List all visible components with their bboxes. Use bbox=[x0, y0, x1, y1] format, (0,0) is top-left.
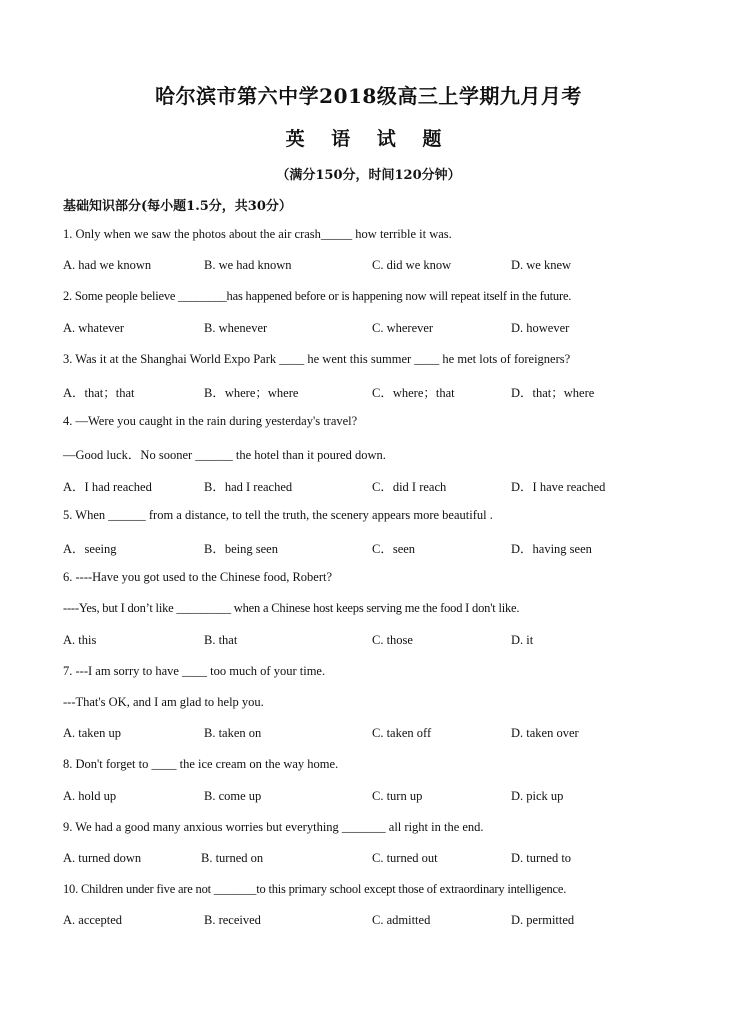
question-10-option-a: A. accepted bbox=[63, 913, 122, 927]
question-3-stem: 3. Was it at the Shanghai World Expo Park ____ he went this summer ____ he met lots of foreigners? bbox=[63, 352, 571, 366]
question-6-stem: 6. ----Have you got used to the Chinese food, Robert? bbox=[63, 570, 333, 584]
question-9-option-a: A. turned down bbox=[63, 851, 142, 865]
question-2-stem: 2. Some people believe ________has happened before or is happening now will repeat itself in the future. bbox=[63, 289, 572, 303]
question-2-option-d: D. however bbox=[511, 321, 570, 335]
question-10-option-d: D. permitted bbox=[511, 913, 575, 927]
question-1-option-c: C. did we know bbox=[372, 258, 452, 272]
question-3-option-a: A．that；that bbox=[63, 386, 135, 400]
question-6-stem-line-2: ----Yes, but I don’t like _________ when a Chinese host keeps serving me the food I don't like. bbox=[63, 601, 520, 615]
question-7-stem-line-2: ---That's OK, and I am glad to help you. bbox=[63, 695, 264, 709]
question-7-option-d: D. taken over bbox=[511, 726, 579, 740]
question-9-option-b: B. turned on bbox=[201, 851, 264, 865]
question-1-stem: 1. Only when we saw the photos about the air crash_____ how terrible it was. bbox=[63, 227, 452, 241]
question-8-option-a: A. hold up bbox=[63, 789, 117, 803]
question-6-option-c: C. those bbox=[372, 633, 413, 647]
question-4-stem: 4. —Were you caught in the rain during yesterday's travel? bbox=[63, 414, 358, 428]
question-5-option-b: B．being seen bbox=[204, 542, 278, 556]
question-1-option-b: B. we had known bbox=[204, 258, 292, 272]
question-6-option-b: B. that bbox=[204, 633, 238, 647]
question-7-option-a: A. taken up bbox=[63, 726, 121, 740]
question-3-option-d: D．that；where bbox=[511, 386, 595, 400]
question-3-option-c: C．where；that bbox=[372, 386, 455, 400]
question-8-stem: 8. Don't forget to ____ the ice cream on the way home. bbox=[63, 757, 339, 771]
question-2-option-a: A. whatever bbox=[63, 321, 125, 335]
question-9-option-c: C. turned out bbox=[372, 851, 438, 865]
question-10-option-b: B. received bbox=[204, 913, 261, 927]
question-5-stem: 5. When ______ from a distance, to tell the truth, the scenery appears more beautiful . bbox=[63, 508, 493, 522]
question-8-option-c: C. turn up bbox=[372, 789, 423, 803]
question-5-option-c: C．seen bbox=[372, 542, 416, 556]
question-7-option-c: C. taken off bbox=[372, 726, 432, 740]
question-5-option-a: A．seeing bbox=[63, 542, 117, 556]
question-1-option-d: D. we knew bbox=[511, 258, 572, 272]
question-8-option-d: D. pick up bbox=[511, 789, 564, 803]
exam-title: 哈尔滨市第六中学2018级高三上学期九月月考 bbox=[155, 84, 582, 108]
question-4-stem-line-2: —Good luck．No sooner ______ the hotel than it poured down. bbox=[63, 448, 386, 462]
question-2-option-c: C. wherever bbox=[372, 321, 434, 335]
question-5-option-d: D．having seen bbox=[511, 542, 592, 556]
question-9-option-d: D. turned to bbox=[511, 851, 572, 865]
question-6-option-d: D. it bbox=[511, 633, 534, 647]
question-9-stem: 9. We had a good many anxious worries but everything _______ all right in the end. bbox=[63, 820, 484, 834]
question-4-option-c: C．did I reach bbox=[372, 480, 447, 494]
question-7-option-b: B. taken on bbox=[204, 726, 262, 740]
section-title: 基础知识部分(每小题1.5分，共30分） bbox=[63, 199, 292, 214]
question-4-option-b: B．had I reached bbox=[204, 480, 293, 494]
question-7-stem: 7. ---I am sorry to have ____ too much of your time. bbox=[63, 664, 326, 678]
exam-subtitle: 英 语 试 题 bbox=[285, 128, 452, 150]
question-8-option-b: B. come up bbox=[204, 789, 262, 803]
exam-note: （满分150分，时间120分钟） bbox=[276, 168, 461, 183]
question-6-option-a: A. this bbox=[63, 633, 97, 647]
question-4-option-d: D．I have reached bbox=[511, 480, 606, 494]
question-2-option-b: B. whenever bbox=[204, 321, 268, 335]
question-10-stem: 10. Children under five are not _______to this primary school except those of extraordinary intelligence. bbox=[63, 882, 567, 896]
question-10-option-c: C. admitted bbox=[372, 913, 431, 927]
question-3-option-b: B．where；where bbox=[204, 386, 299, 400]
question-1-option-a: A. had we known bbox=[63, 258, 152, 272]
question-4-option-a: A．I had reached bbox=[63, 480, 152, 494]
